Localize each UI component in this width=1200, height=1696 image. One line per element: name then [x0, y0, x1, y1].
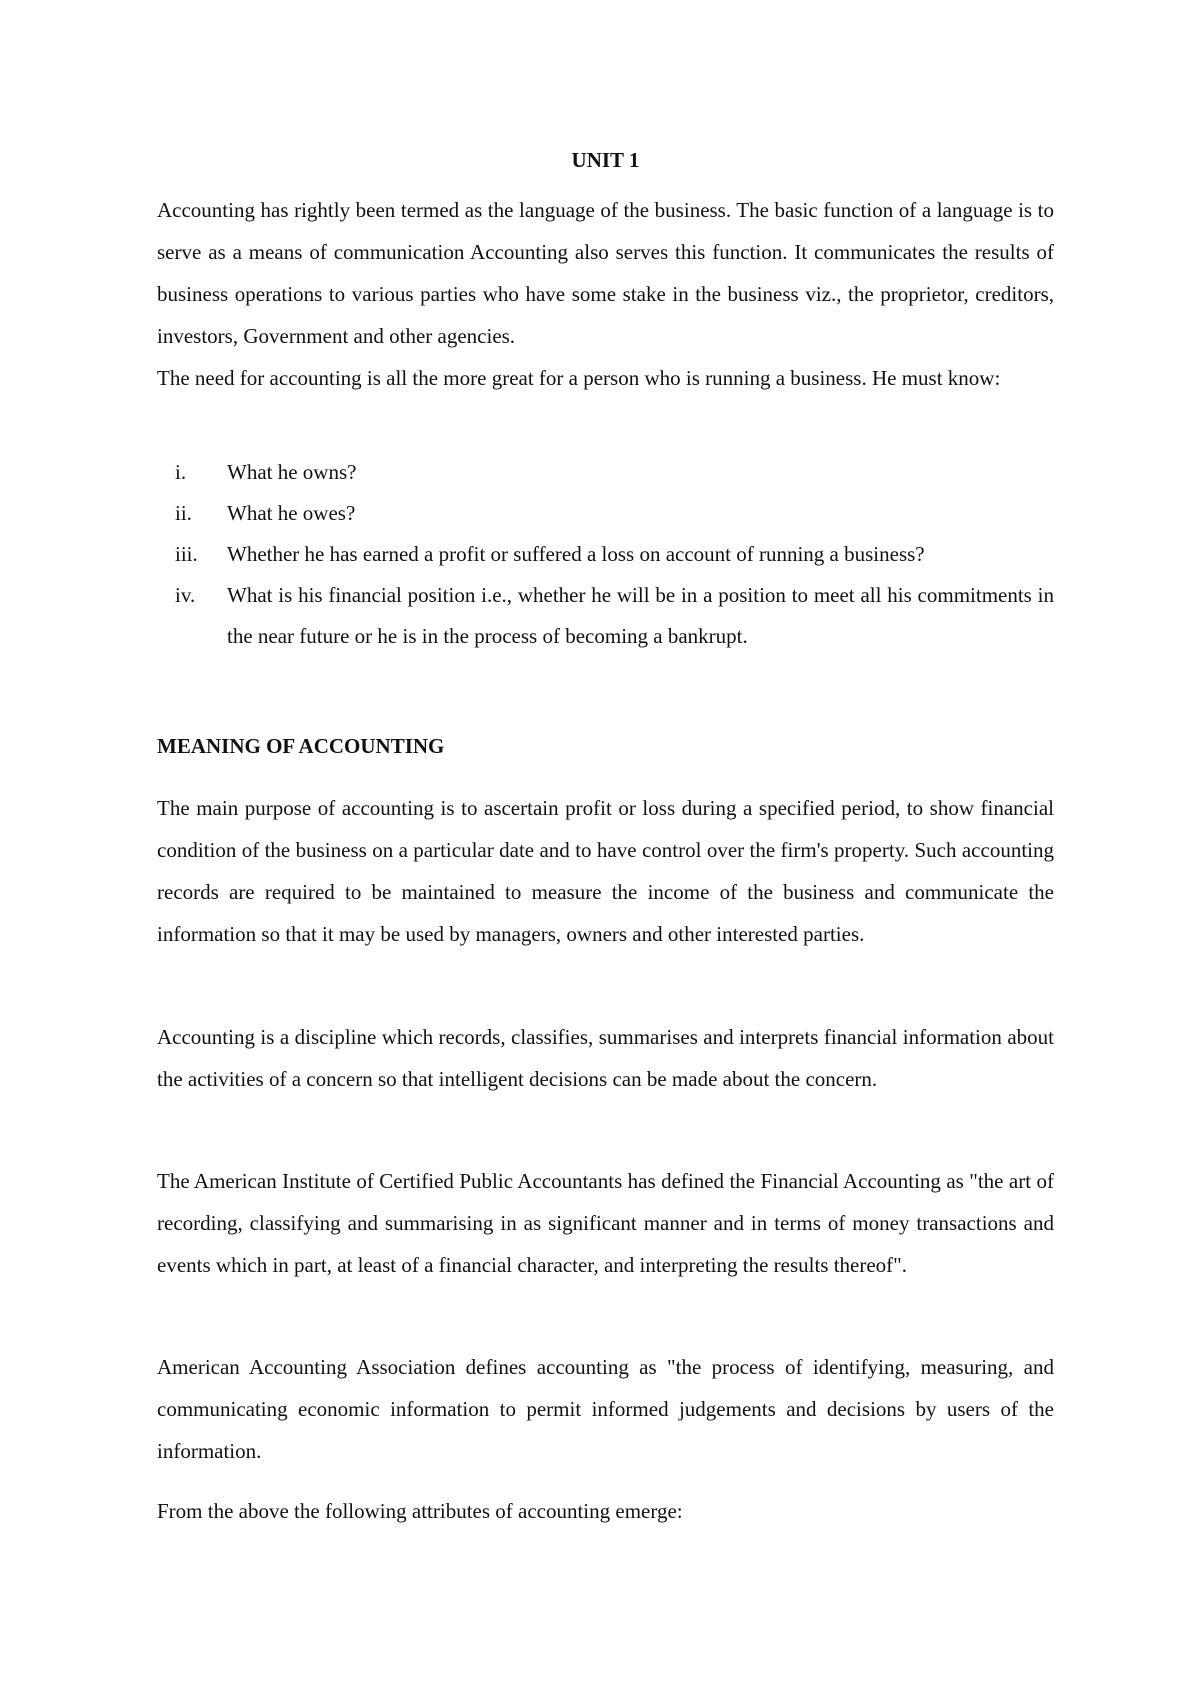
list-item: [157, 575, 1054, 657]
list-item: [157, 534, 1054, 575]
list-item: [157, 493, 1054, 534]
needs-list: [157, 452, 1054, 657]
list-item-text: What he owns?: [227, 460, 357, 484]
intro-paragraph: Accounting has rightly been termed as the language of the business. The basic function of a language is to serve as a means of communication Accounting also serves this function. It communicates the results of business operations to various parties who have some stake in the business viz., the proprietor, creditors, investors, Government and other agencies.: [157, 198, 1054, 348]
discipline-paragraph: Accounting is a discipline which records, classifies, summarises and interprets financial information about the activities of a concern so that intelligent decisions can be made about the concern.: [157, 1025, 1054, 1091]
list-item: [157, 452, 1054, 493]
aaa-definition-paragraph: American Accounting Association defines accounting as "the process of identifying, measuring, and communicating economic information to permit informed judgements and decisions by users of the information.: [157, 1355, 1054, 1463]
list-item-number: iv.: [175, 583, 196, 607]
attributes-paragraph: From the above the following attributes of accounting emerge:: [157, 1499, 683, 1523]
page-title: UNIT 1: [571, 148, 640, 172]
list-item-text: What is his financial position i.e., whether he will be in a position to meet all his commitments in the near future or he is in the process of becoming a bankrupt.: [227, 583, 1054, 648]
purpose-paragraph: The main purpose of accounting is to ascertain profit or loss during a specified period, to show financial condition of the business on a particular date and to have control over the firm's property. Such accounting records are required to be maintained to measure the income of the business and communicate the information so that it may be used by managers, owners and other interested parties.: [157, 796, 1054, 946]
list-item-number: i.: [175, 460, 187, 484]
aicpa-definition-paragraph: The American Institute of Certified Public Accountants has defined the Financial Accounting as "the art of recording, classifying and summarising in as significant manner and in terms of money transactions and events which in part, at least of a financial character, and interpreting the results thereof".: [157, 1169, 1054, 1277]
need-paragraph: The need for accounting is all the more great for a person who is running a business. He must know:: [157, 366, 1001, 390]
list-item-text: What he owes?: [227, 501, 356, 525]
list-item-number: iii.: [175, 542, 198, 566]
list-item-number: ii.: [175, 501, 192, 525]
section-heading: MEANING OF ACCOUNTING: [157, 734, 445, 758]
list-item-text: Whether he has earned a profit or suffered a loss on account of running a business?: [227, 542, 925, 566]
